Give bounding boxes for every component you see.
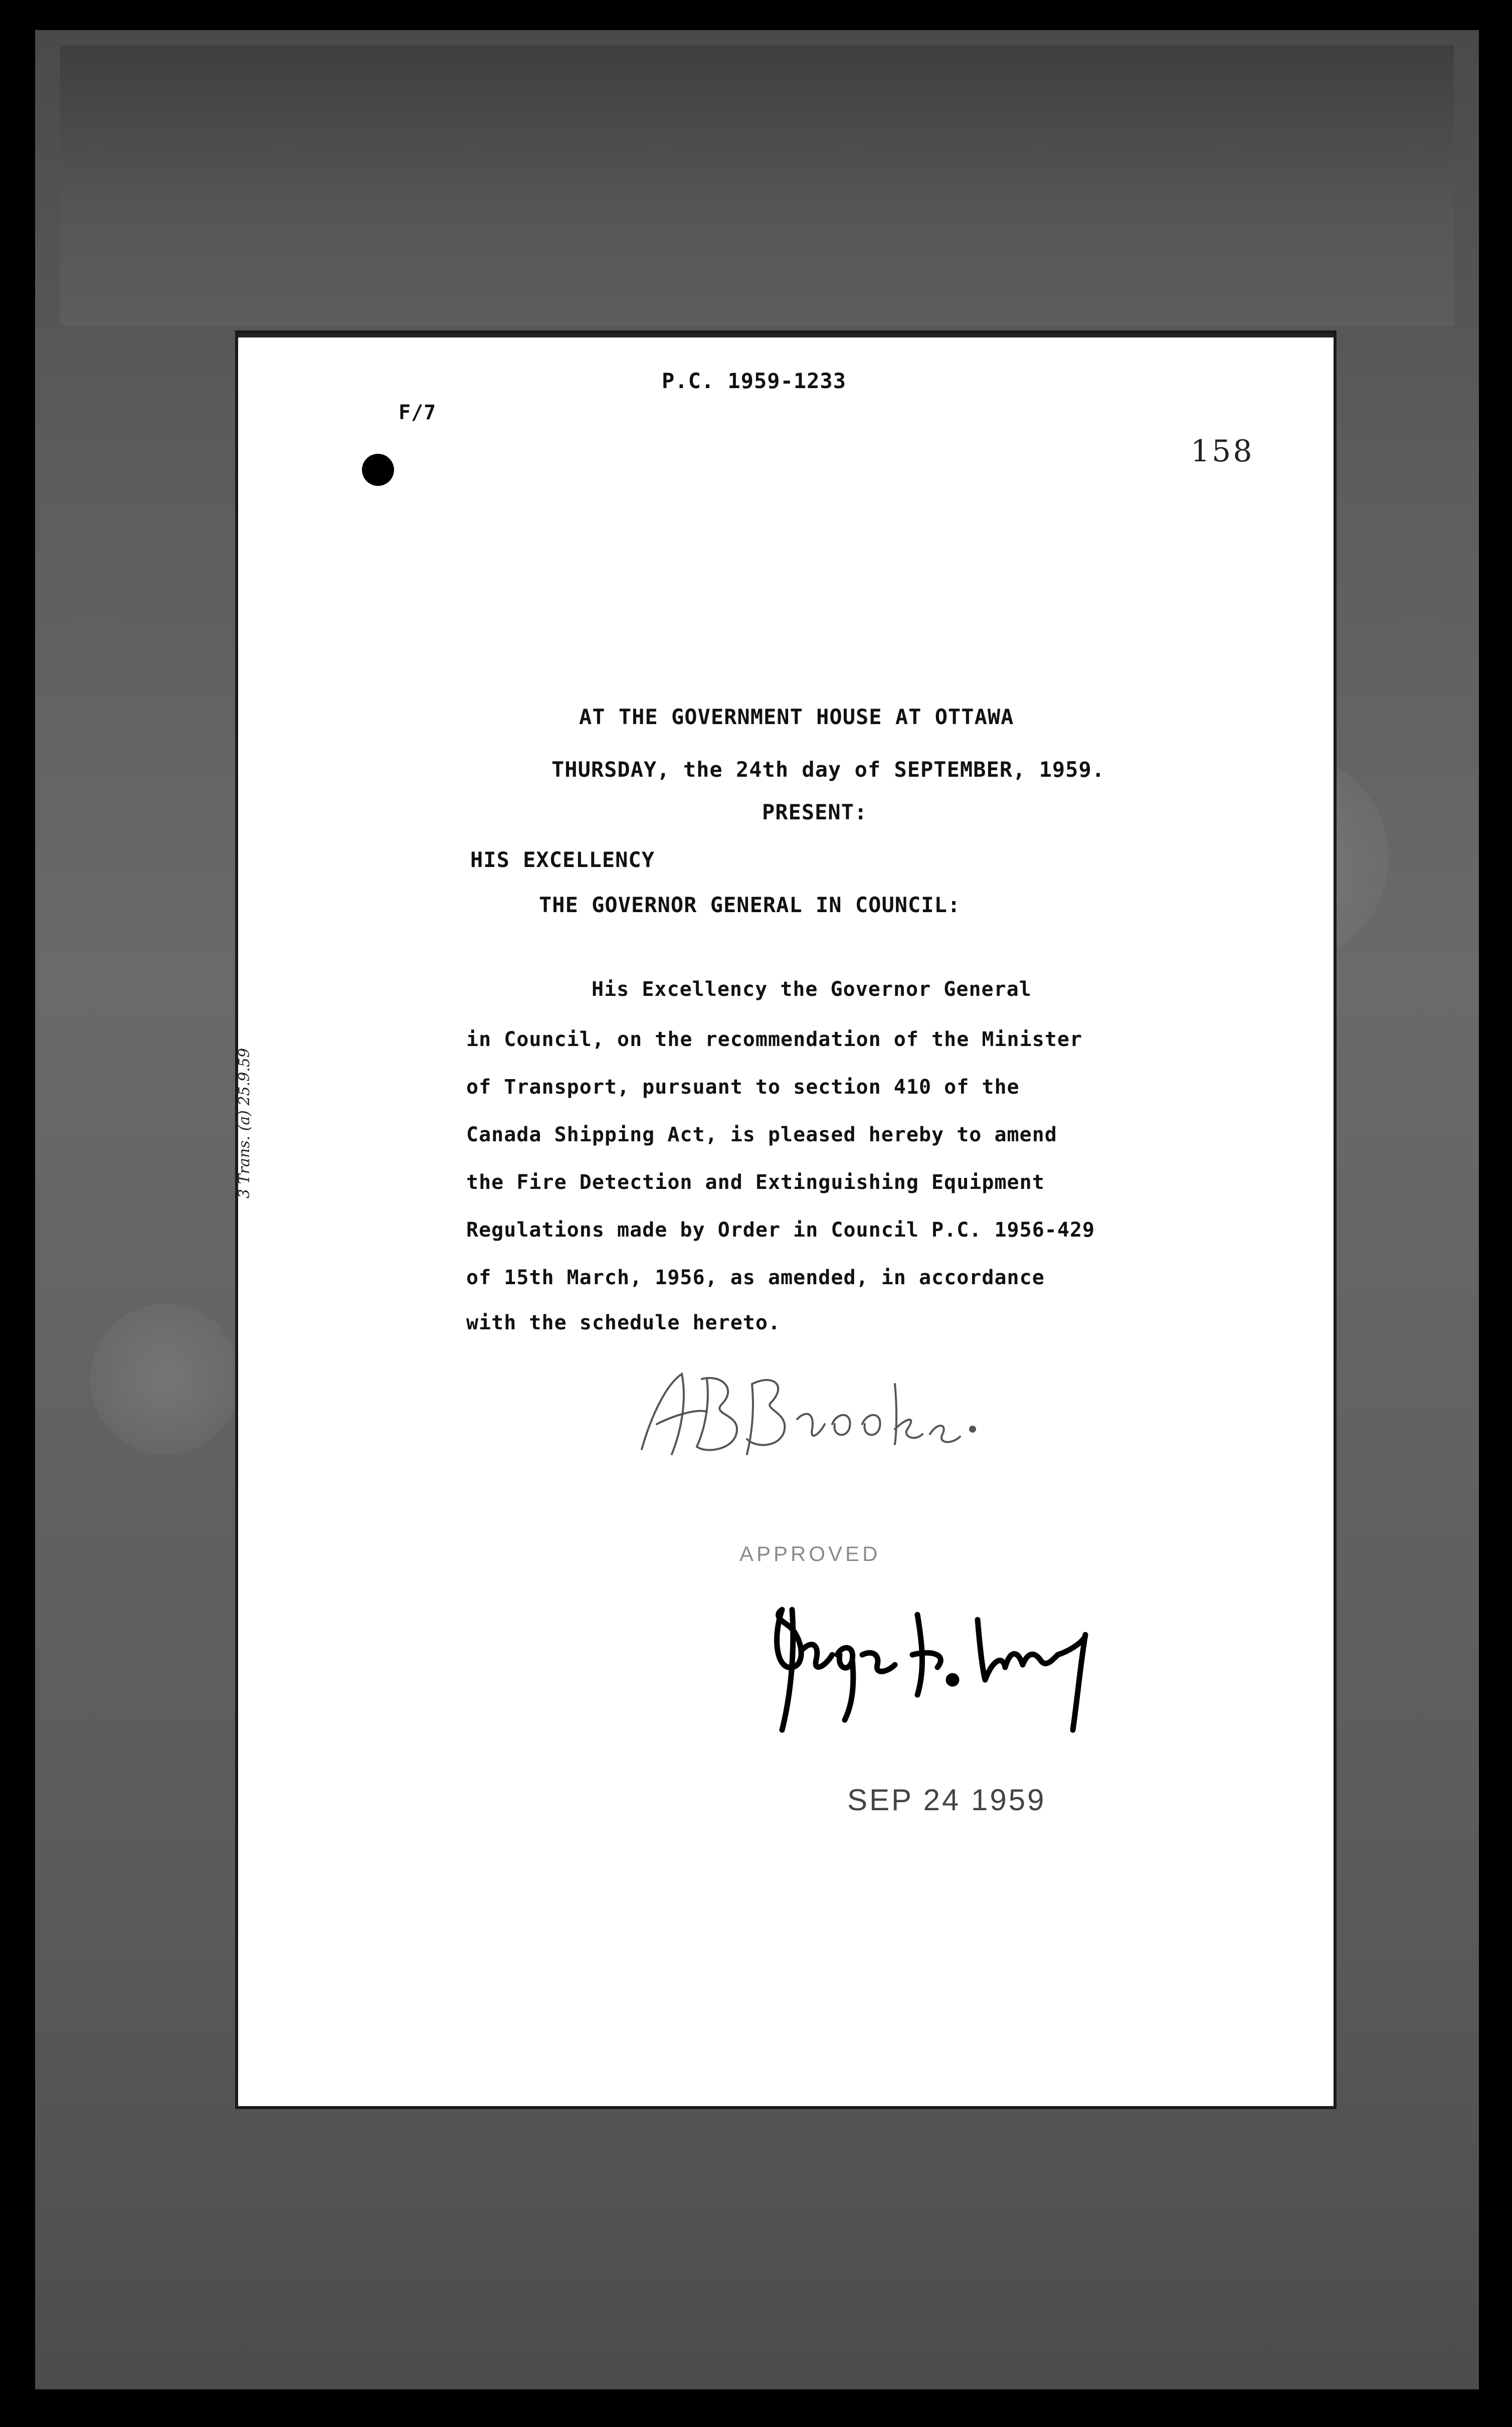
frame-edge — [0, 2389, 1512, 2427]
body-line: of 15th March, 1956, as amended, in accordance — [466, 1266, 1045, 1289]
addressee-line-2: THE GOVERNOR GENERAL IN COUNCIL: — [539, 893, 961, 917]
body-line: the Fire Detection and Extinguishing Equipment — [466, 1171, 1045, 1194]
body-line: in Council, on the recommendation of the Minister — [466, 1028, 1083, 1051]
body-line: with the schedule hereto. — [466, 1311, 781, 1334]
date-line: THURSDAY, the 24th day of SEPTEMBER, 1959. — [551, 757, 1105, 782]
body-line: Regulations made by Order in Council P.C. 1956-429 — [466, 1219, 1095, 1242]
frame-edge — [1479, 0, 1512, 2427]
board-highlight — [90, 1304, 241, 1454]
clerk-signature — [622, 1354, 1003, 1469]
page-top-edge — [238, 333, 1334, 337]
addressee-line-1: HIS EXCELLENCY — [470, 847, 655, 872]
punch-hole — [362, 454, 394, 486]
approval-date-stamp: SEP 24 1959 — [847, 1783, 1046, 1817]
file-code: F/7 — [399, 401, 437, 424]
mounting-board-shadow — [60, 45, 1454, 326]
body-line: His Excellency the Governor General — [592, 978, 1032, 1001]
page-number: 158 — [1191, 434, 1254, 469]
governor-general-signature — [752, 1580, 1113, 1745]
body-line: Canada Shipping Act, is pleased hereby to amend — [466, 1123, 1057, 1146]
frame-edge — [0, 0, 35, 2427]
approved-stamp: APPROVED — [739, 1542, 881, 1566]
order-number: P.C. 1959-1233 — [662, 369, 847, 393]
body-line: of Transport, pursuant to section 410 of the — [466, 1076, 1020, 1099]
margin-annotation: 3 Trans. (a) 25.9.59 — [236, 1048, 253, 1198]
location-line: AT THE GOVERNMENT HOUSE AT OTTAWA — [579, 705, 1014, 729]
present-heading: PRESENT: — [762, 800, 868, 824]
